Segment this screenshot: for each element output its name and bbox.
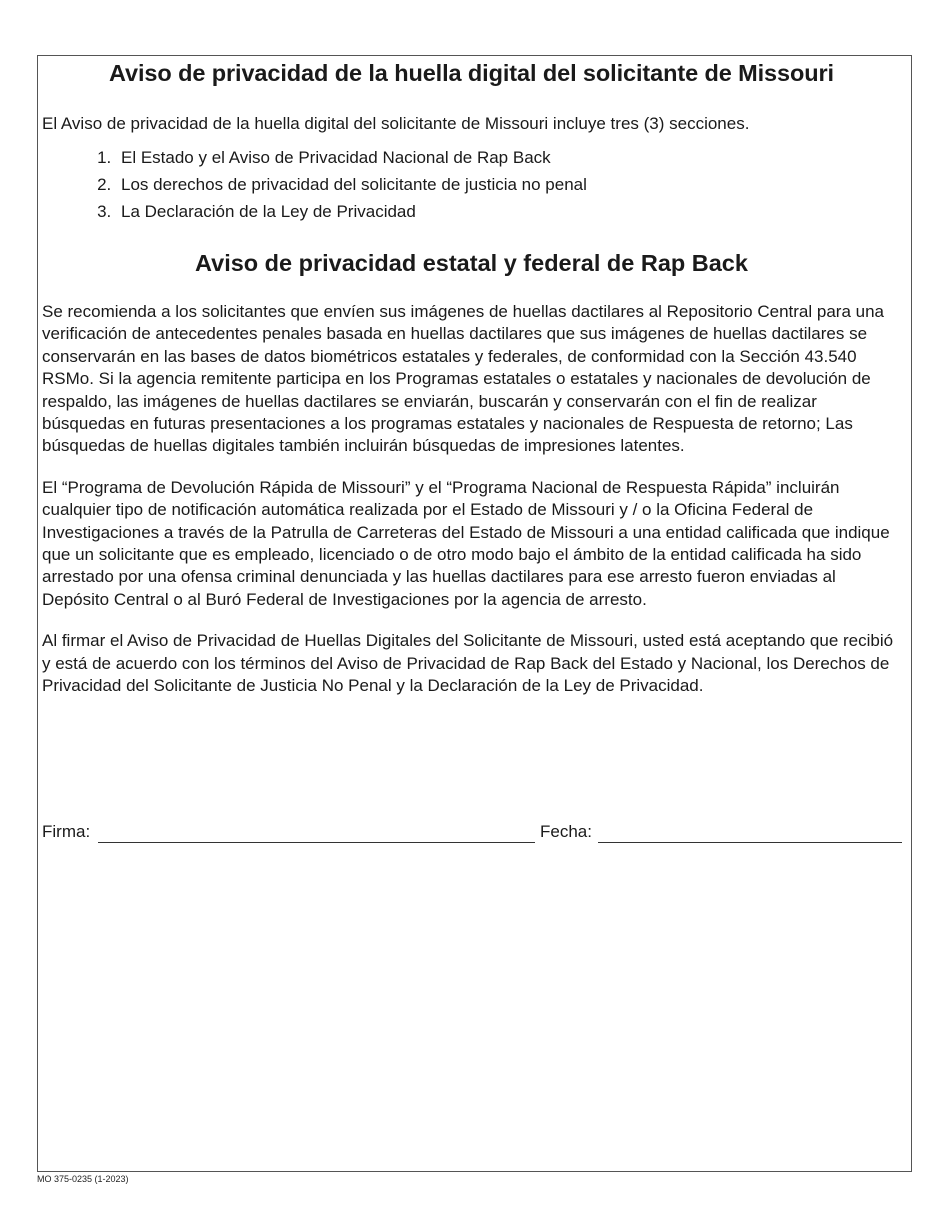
signature-row bbox=[38, 822, 911, 846]
signature-label: Firma: bbox=[42, 822, 91, 841]
date-field[interactable] bbox=[598, 842, 902, 843]
section-heading: Aviso de privacidad estatal y federal de Rap Back bbox=[195, 250, 748, 276]
date-label: Fecha: bbox=[540, 822, 592, 841]
paragraph-rapback-programs: El “Programa de Devolución Rápida de Missouri” y el “Programa Nacional de Respuesta Rápida” incluirán cualquier tipo de notificación automática realizada por el Estado de Missouri y / o la Oficina Federal de Investigaciones a través de la Patrulla de Carreteras del Estado de Missouri a una entidad calificada que indique que un solicitante que es empleado, licenciado o de otro modo bajo el ámbito de la entidad calificada ha sido arrestado por una ofensa criminal denunciada y las huellas dactilares para ese arresto fueron enviadas al Depósito Central o al Buró Federal de Investigaciones por la agencia de arresto. bbox=[42, 477, 890, 609]
paragraph-acceptance: Al firmar el Aviso de Privacidad de Huellas Digitales del Solicitante de Missouri, usted está aceptando que recibió y está de acuerdo con los términos del Aviso de Privacidad de Rap Back del Estado y Nacional, los Derechos de Privacidad del Solicitante de Justicia No Penal y la Declaración de la Ley de Privacidad. bbox=[42, 631, 894, 696]
list-item: 3. La Declaración de la Ley de Privacidad bbox=[116, 198, 901, 225]
page-title: Aviso de privacidad de la huella digital del solicitante de Missouri bbox=[109, 60, 834, 86]
paragraph-retention: Se recomienda a los solicitantes que envíen sus imágenes de huellas dactilares al Repositorio Central para una verificación de antecedentes penales basada en huellas dactilares que sus imágenes de huellas dactilares se conservarán en las bases de datos biométricos estatales y federales, de conformidad con la Sección 43.540 RSMo. Si la agencia remitente participa en los Programas estatales o estatales y nacionales de devolución de respaldo, las imágenes de huellas dactilares se enviarán, buscarán y conservarán con el fin de realizar búsquedas en futuras presentaciones a los programas estatales y nacionales de Respuesta de retorno; Las búsquedas de huellas digitales también incluirán búsquedas de impresiones latentes. bbox=[42, 302, 884, 456]
form-number: MO 375-0235 (1-2023) bbox=[37, 1174, 129, 1184]
list-item: 2. Los derechos de privacidad del solicitante de justicia no penal bbox=[116, 171, 901, 198]
sections-list bbox=[42, 144, 901, 225]
document-frame bbox=[37, 55, 912, 1172]
intro-text: El Aviso de privacidad de la huella digital del solicitante de Missouri incluye tres (3) secciones. bbox=[42, 114, 750, 133]
signature-field[interactable] bbox=[98, 842, 535, 843]
list-item: 1. El Estado y el Aviso de Privacidad Nacional de Rap Back bbox=[116, 144, 901, 171]
document-content bbox=[42, 56, 901, 698]
